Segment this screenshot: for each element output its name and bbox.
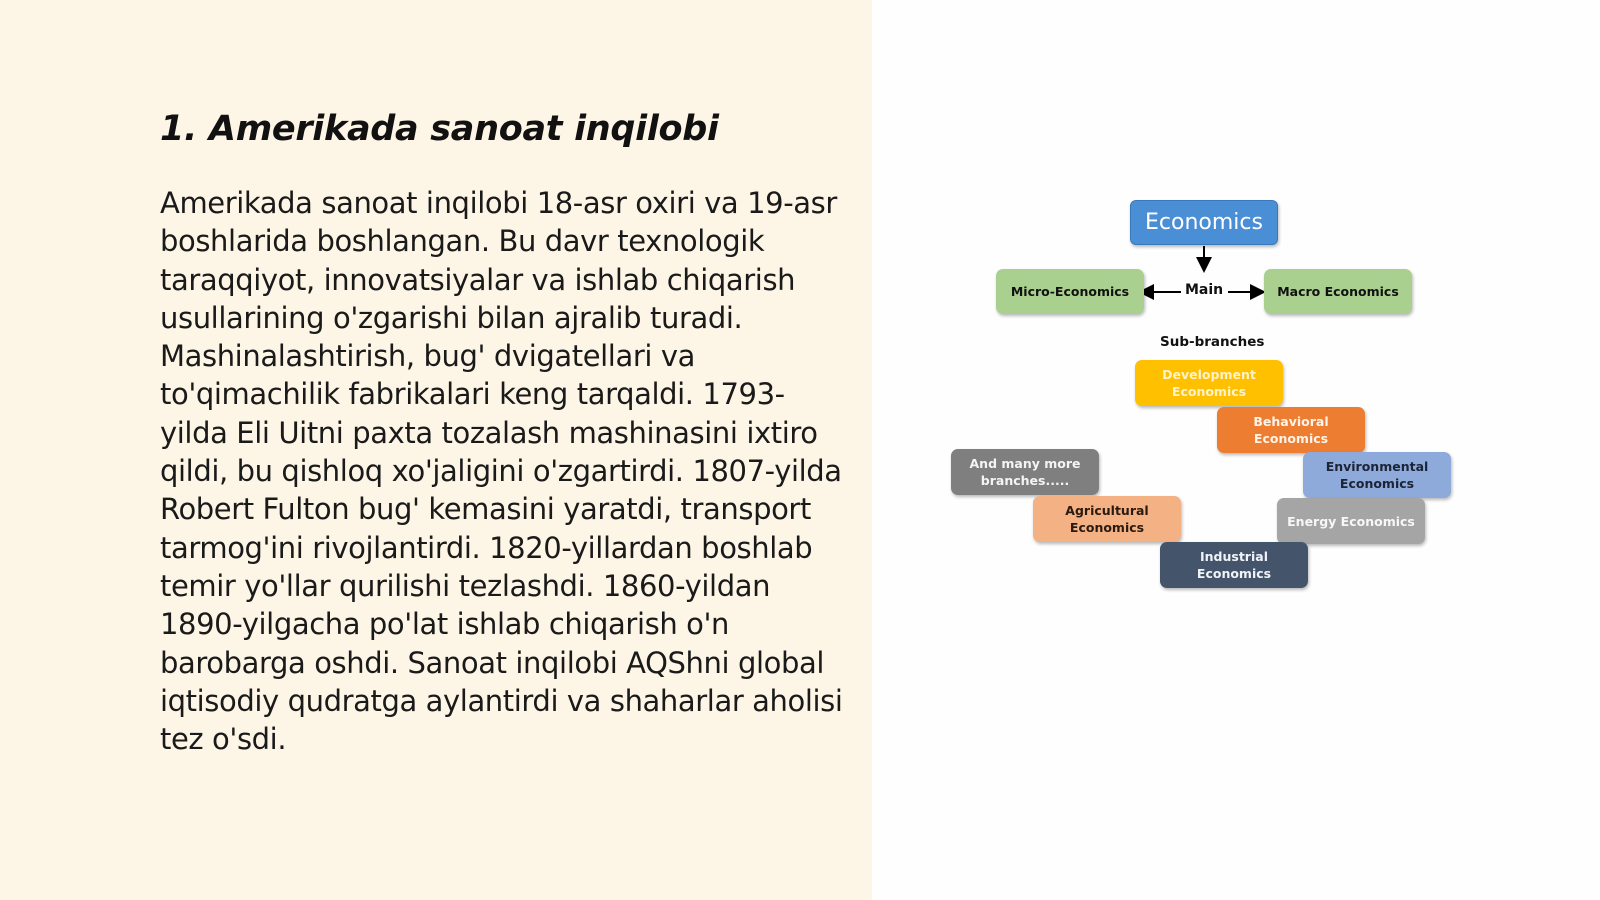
- more-branches-box: And many more branches.....: [951, 449, 1099, 495]
- industrial-economics-box: Industrial Economics: [1160, 542, 1308, 588]
- economics-diagram: [940, 190, 1460, 600]
- environmental-economics-box: Environmental Economics: [1303, 452, 1451, 498]
- slide-body: Amerikada sanoat inqilobi 18-asr oxiri va 19-asr boshlarida boshlangan. Bu davr texnologik taraqqiyot, innovatsiyalar va ishlab chiqarish usullarining o'zgarishi bilan ajralib turadi. Mashinalashtirish, bug' dvigatellari va to'qimachilik fabrikalari keng tarqaldi. 1793-yilda Eli Uitni paxta tozalash mashinasini ixtiro qildi, bu qishloq xo'jaligini o'zgartirdi. 1807-yilda Robert Fulton bug' kemasini yaratdi, transport tarmog'ini rivojlantirdi. 1820-yillardan boshlab temir yo'llar qurilishi tezlashdi. 1860-yildan 1890-yilgacha po'lat ishlab chiqarish o'n barobarga oshdi. Sanoat inqilobi AQShni global iqtisodiy qudratga aylantirdi va shaharlar aholisi tez o'sdi.: [160, 186, 843, 757]
- behavioral-economics-box: Behavioral Economics: [1217, 407, 1365, 453]
- main-label: Main: [1185, 282, 1224, 298]
- sub-branches-label: Sub-branches: [1160, 334, 1265, 350]
- slide-title: 1. Amerikada sanoat inqilobi: [160, 109, 719, 149]
- macro-economics-box: Macro Economics: [1264, 269, 1412, 314]
- development-economics-box: Development Economics: [1135, 360, 1283, 406]
- micro-economics-box: Micro-Economics: [996, 269, 1144, 314]
- energy-economics-box: Energy Economics: [1277, 498, 1425, 544]
- economics-root-box: Economics: [1130, 200, 1278, 245]
- agricultural-economics-box: Agricultural Economics: [1033, 496, 1181, 542]
